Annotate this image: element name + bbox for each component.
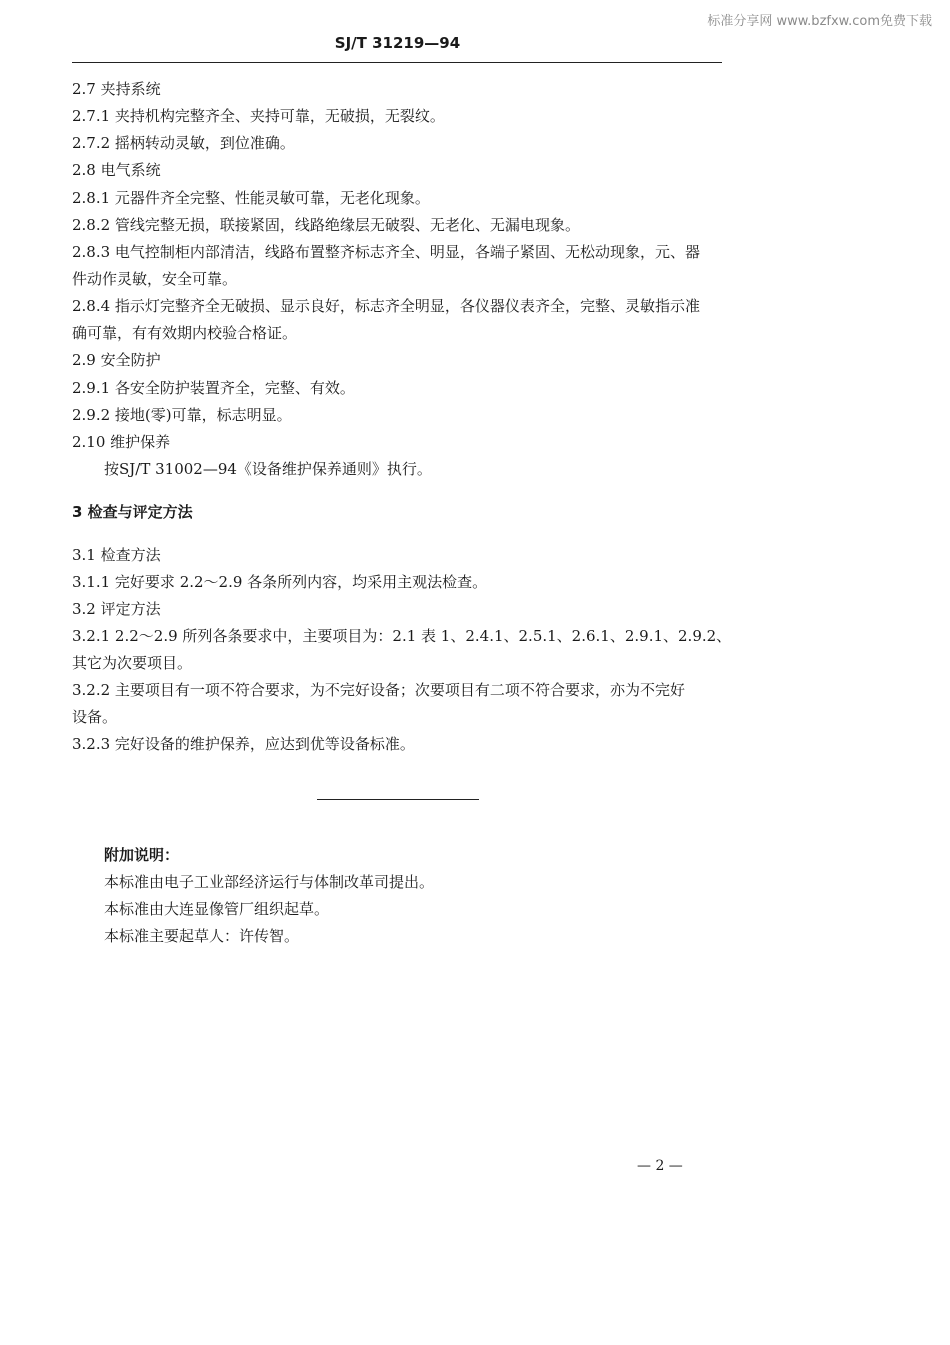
- heading-2-10: 2.10 维护保养: [72, 433, 171, 451]
- heading-3-1: 3.1 检查方法: [72, 546, 161, 564]
- clause-2-7-1: 2.7.1 夹持机构完整齐全、夹持可靠，无破损，无裂纹。: [72, 107, 445, 125]
- heading-3-2: 3.2 评定方法: [72, 600, 161, 618]
- clause-3-2-1: 3.2.1 2.2～2.9 所列各条要求中，主要项目为：2.1 表 1、2.4.1、2.5.1、2.6.1、2.9.1、2.9.2、: [72, 627, 732, 645]
- end-divider: [317, 799, 479, 800]
- standard-code: SJ/T 31219—94: [334, 34, 461, 52]
- clause-2-8-2: 2.8.2 管线完整无损，联接紧固，线路绝缘层无破裂、无老化、无漏电现象。: [72, 216, 580, 234]
- clause-2-7-2: 2.7.2 摇柄转动灵敏，到位准确。: [72, 134, 295, 152]
- notes-title: 附加说明：: [104, 846, 180, 864]
- section-3-heading: 3 检查与评定方法: [72, 503, 193, 521]
- clause-2-10-text: 按SJ/T 31002—94《设备维护保养通则》执行。: [104, 460, 432, 478]
- clause-3-1-1: 3.1.1 完好要求 2.2～2.9 各条所列内容，均采用主观法检查。: [72, 573, 488, 591]
- note-item: 本标准由大连显像管厂组织起草。: [104, 900, 330, 918]
- watermark: 标准分享网 www.bzfxw.com免费下载: [707, 14, 932, 29]
- note-item: 本标准由电子工业部经济运行与体制改革司提出。: [104, 873, 435, 891]
- clause-3-2-1-cont: 其它为次要项目。: [72, 654, 193, 672]
- page-number: — 2 —: [637, 1158, 683, 1174]
- clause-3-2-2-cont: 设备。: [72, 708, 118, 726]
- heading-2-9: 2.9 安全防护: [72, 351, 161, 369]
- heading-2-8: 2.8 电气系统: [72, 161, 161, 179]
- clause-2-8-3-cont: 件动作灵敏，安全可靠。: [72, 270, 238, 288]
- heading-2-7: 2.7 夹持系统: [72, 80, 161, 98]
- clause-2-8-1: 2.8.1 元器件齐全完整、性能灵敏可靠，无老化现象。: [72, 189, 430, 207]
- note-item: 本标准主要起草人：许传智。: [104, 927, 300, 945]
- clause-2-8-4-cont: 确可靠，有有效期内校验合格证。: [72, 324, 298, 342]
- clause-2-9-2: 2.9.2 接地(零)可靠，标志明显。: [72, 406, 292, 424]
- clause-2-9-1: 2.9.1 各安全防护装置齐全，完整、有效。: [72, 379, 355, 397]
- clause-3-2-2: 3.2.2 主要项目有一项不符合要求，为不完好设备；次要项目有二项不符合要求，亦为不完好: [72, 681, 685, 699]
- clause-2-8-3: 2.8.3 电气控制柜内部清洁，线路布置整齐标志齐全、明显，各端子紧固、无松动现象，元、器: [72, 243, 700, 261]
- clause-2-8-4: 2.8.4 指示灯完整齐全无破损、显示良好，标志齐全明显，各仪器仪表齐全，完整、灵敏指示准: [72, 297, 700, 315]
- header-rule: [72, 62, 722, 63]
- clause-3-2-3: 3.2.3 完好设备的维护保养，应达到优等设备标准。: [72, 735, 415, 753]
